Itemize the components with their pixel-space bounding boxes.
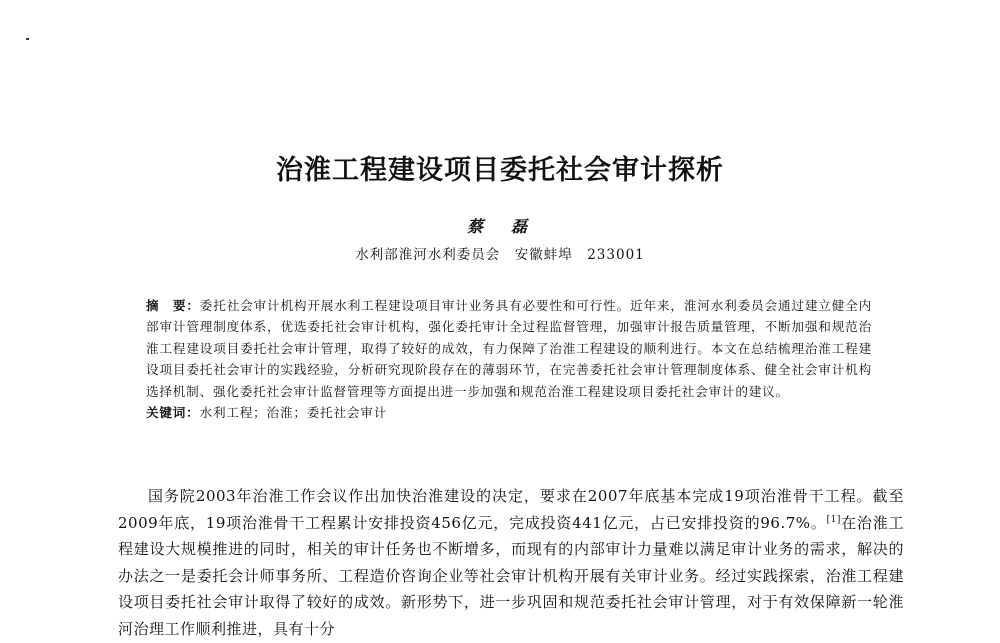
- body-text-part2: 在治淮工程建设大规模推进的同时，相关的审计任务也不断增多，而现有的内部审计力量难以满足审计业务的需求，解决的办法之一是委托会计师事务所、工程造价咨询企业等社会审计机构开展有关审计业务。经过实践探索，治淮工程建设项目委托社会审计取得了较好的成效。新形势下，进一步巩固和规范委托社会审计管理，对于有效保障新一轮淮河治理工作顺利推进，具有十分: [118, 513, 904, 638]
- scan-speck: [26, 38, 29, 40]
- author-affiliation: 水利部淮河水利委员会 安徽蚌埠 233001: [355, 247, 645, 263]
- body-text-part1: 国务院2003年治淮工作会议作出加快治淮建设的决定，要求在2007年底基本完成19项治淮骨干工程。截至2009年底，19项治淮骨干工程累计安排投资456亿元，完成投资441亿元，占已安排投资的96.7%。: [118, 487, 904, 532]
- abstract-label: 摘 要：: [146, 298, 200, 313]
- keywords-paragraph: [146, 402, 872, 423]
- abstract-text: 委托社会审计机构开展水利工程建设项目审计业务具有必要性和可行性。近年来，淮河水利委员会通过建立健全内部审计管理制度体系，优选委托社会审计机构，强化委托审计全过程监督管理，加强审计报告质量管理，不断加强和规范治淮工程建设项目委托社会审计管理，取得了较好的成效，有力保障了治淮工程建设的顺利进行。本文在总结梳理治淮工程建设项目委托社会审计的实践经验，分析研究现阶段存在的薄弱环节，在完善委托社会审计管理制度体系、健全社会审计机构选择机制、强化委托社会审计监督管理等方面提出进一步加强和规范治淮工程建设项目委托社会审计的建议。: [146, 298, 873, 399]
- article-title: 治淮工程建设项目委托社会审计探析: [276, 155, 724, 186]
- keywords-label: 关键词：: [146, 405, 200, 421]
- keywords-text: 水利工程；治淮；委托社会审计: [199, 405, 388, 421]
- abstract-paragraph: [146, 295, 872, 402]
- abstract-block: [146, 295, 872, 423]
- author-name: 蔡 磊: [466, 217, 533, 236]
- citation-ref[interactable]: [1]: [826, 514, 841, 525]
- body-paragraph: [118, 483, 904, 643]
- body-text: [118, 483, 904, 643]
